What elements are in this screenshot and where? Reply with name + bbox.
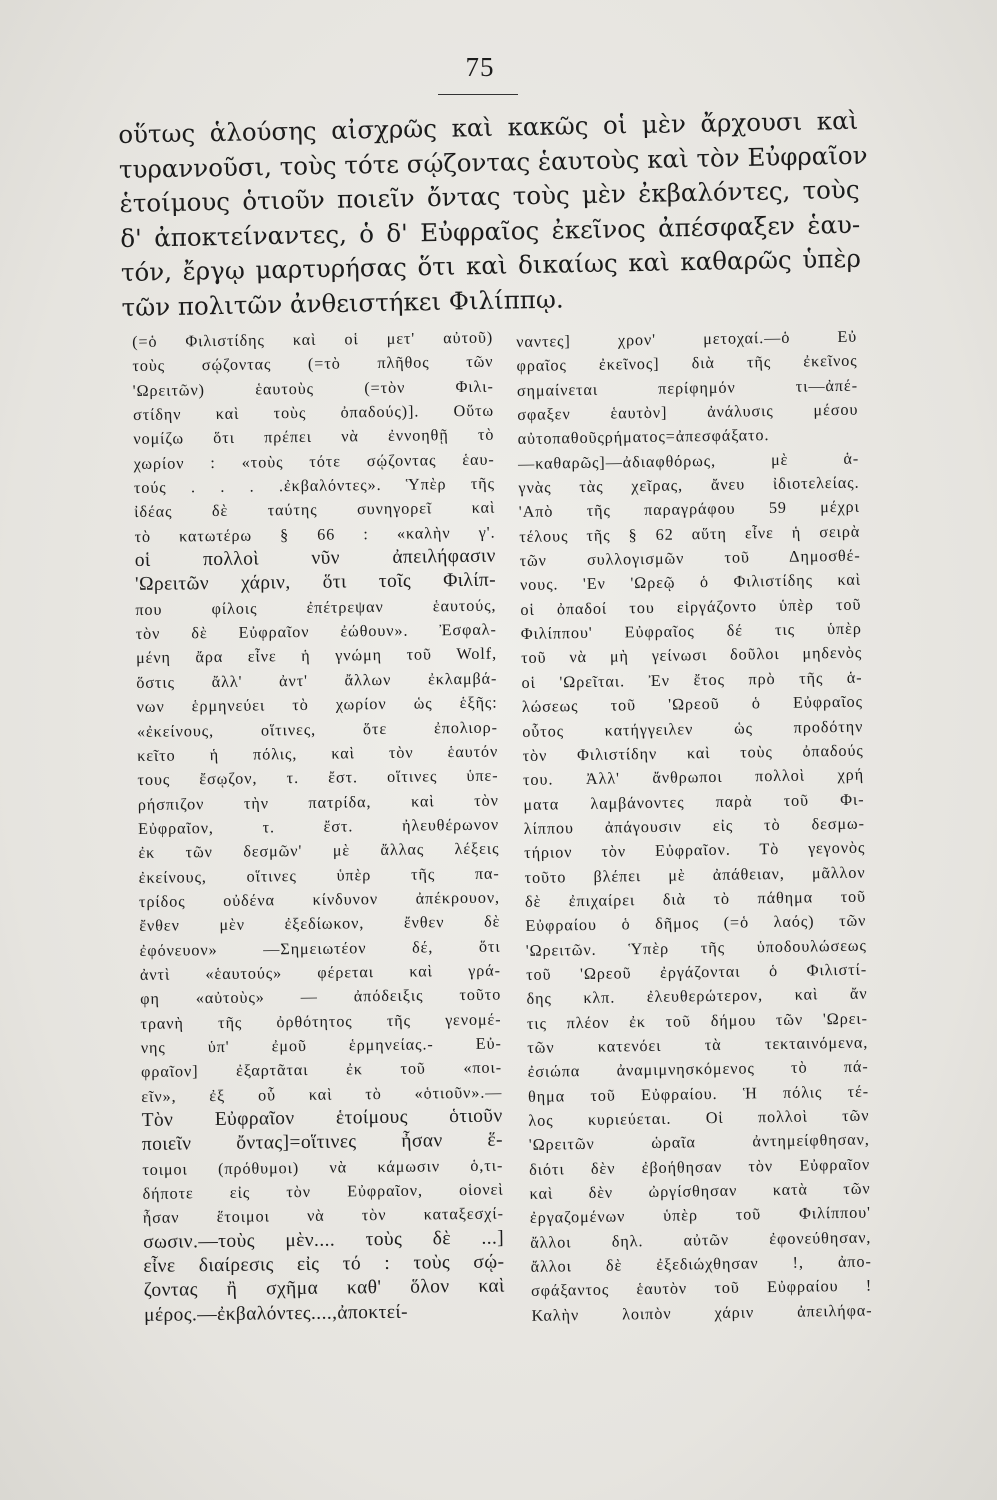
commentary-line: ἔνθεν μὲν ἐξεδίωκον, ἔνθεν δὲ	[139, 912, 501, 936]
commentary-line: ἦσαν ἕτοιμοι νὰ τὸν καταξεσχί-	[142, 1204, 504, 1228]
commentary-line: ἐσιώπα ἀναμιμνησκόμενος τὸ πά-	[527, 1057, 869, 1082]
commentary-line: εῖν», ἐξ οὗ καὶ τὸ «ὁτιοῦν».—	[141, 1083, 503, 1106]
commentary-line: ἀντὶ «ἑαυτούς» φέρεται καὶ γρά-	[139, 961, 501, 984]
commentary-line: δὲ ἐπιχαίρει διὰ τὸ πάθημα τοῦ	[524, 887, 867, 911]
commentary-line: (=ὁ Φιλιστίδης καὶ οἱ μετ' αὐτοῦ)	[132, 328, 494, 351]
commentary-line: Τὸν Εὐφραῖον ἑτοίμους ὁτιοῦν	[141, 1105, 503, 1131]
commentary-line: 'Ωρειτῶν χάριν, ὅτι τοῖς Φιλίπ-	[134, 570, 497, 596]
commentary-line: φραῖον] ἐξαρτᾶται ἐκ τοῦ «ποι-	[140, 1058, 503, 1082]
commentary-line: οἱ πολλοὶ νῦν ἀπειλήφασιν	[134, 545, 496, 572]
commentary-line: τοὺς σῴζοντας (=τὸ πλῆθος τῶν	[132, 352, 494, 376]
commentary-line: τέλους τῆς § 62 αὕτη εἶνε ἡ σειρὰ	[519, 522, 861, 546]
commentary-line: —καθαρῶς]—ἀδιαφθόρως, μὲ ἁ-	[517, 449, 860, 473]
commentary-line: τούς . . . .ἐκβαλόντες». Ὑπὲρ τῆς	[133, 474, 496, 498]
commentary-line: ποιεῖν ὄντας]=οἵτινες ἦσαν ἕ-	[141, 1129, 504, 1156]
main-text-block	[118, 104, 868, 326]
commentary-line: 'Ωρειτῶν) ἑαυτοὺς (=τὸν Φιλι-	[132, 377, 494, 400]
commentary-line: ἰδέας δὲ ταύτης συνηγορεῖ καὶ	[134, 498, 496, 522]
commentary-line: ζοντας ἢ σχῆμα καθ' ὅλον καὶ	[143, 1275, 505, 1302]
page-number: 75	[465, 52, 495, 82]
commentary-line: κεῖτο ἡ πόλις, καὶ τὸν ἑαυτόν	[137, 742, 499, 765]
commentary-line: ἐκείνους, οἵτινες ὑπὲρ τῆς πα-	[138, 864, 500, 887]
commentary-line: δήποτε εἰς τὸν Εὐφραῖον, οἱονεὶ	[142, 1180, 504, 1203]
commentary-line: οἱ ὀπαδοί του εἰργάζοντο ὑπὲρ τοῦ	[520, 595, 862, 619]
commentary-line: τοῦ νὰ μὴ γείνωσι δοῦλοι μηδενὸς	[521, 644, 863, 668]
commentary-line: νων ἑρμηνεύει τὸ χωρίον ὡς ἑξῆς:	[136, 693, 498, 717]
commentary-line: λος κυριεύεται. Οἱ πολλοὶ τῶν	[528, 1106, 870, 1130]
commentary-line: Εὐφραίου ὁ δῆμος (=ὁ λαός) τῶν	[525, 911, 867, 936]
main-text-line: τυραννοῦσι, τοὺς τότε σῴζοντας ἑαυτοὺς καὶ τὸν Εὐφραῖον	[118, 140, 868, 184]
commentary-line: Εὐφραῖον, τ. ἔστ. ἠλευθέρωνον	[137, 815, 500, 838]
commentary-line: τὸ κατωτέρω § 66 : «καλὴν γ'.	[134, 523, 496, 546]
commentary-line: τῶν κατενόει τὰ τεκταινόμενα,	[527, 1033, 869, 1057]
commentary-left-column	[132, 326, 505, 1328]
commentary-line: διότι δὲν ἐβοήθησαν τὸν Εὐφραῖον	[529, 1155, 871, 1179]
commentary-line: του. Ἀλλ' ἄνθρωποι πολλοὶ χρή	[522, 765, 865, 790]
main-text-line: δ' ἀποκτείναντες, ὁ δ' Εὐφραῖος ἐκεῖνος ἀπέσφαξεν ἑαυ-	[120, 209, 861, 253]
commentary-line: «ἐκείνους, οἵτινες, ὅτε ἐπολιορ-	[136, 718, 498, 741]
commentary-line: ἐφόνευον» —Σημειωτέον δέ, ὅτι	[139, 937, 501, 960]
main-text-line: οὕτως ἁλούσης αἰσχρῶς καὶ κακῶς οἱ μὲν ἄρχουσι καὶ	[118, 105, 859, 149]
main-text-line: τόν, ἔργῳ μαρτυρήσας ὅτι καὶ δικαίως καὶ καθαρῶς ὑπὲρ	[120, 244, 862, 288]
commentary-line: σημαίνεται περίφημόν τι—ἀπέ-	[516, 376, 859, 400]
commentary-line: καὶ δὲν ὠργίσθησαν κατὰ τῶν	[529, 1179, 871, 1203]
commentary-line: τις πλέον ἐκ τοῦ δήμου τῶν 'Ωρει-	[526, 1009, 868, 1033]
commentary-right-column	[516, 325, 873, 1328]
commentary-line: νομίζω ὅτι πρέπει νὰ ἐννοηθῇ τὸ	[133, 425, 495, 449]
main-text-line: ἑτοίμους ὁτιοῦν ποιεῖν ὄντας τοὺς μὲν ἐκβαλόντες, τοὺς	[119, 174, 860, 219]
commentary-line: Καλὴν λοιπὸν χάριν ἀπειλήφα-	[531, 1301, 873, 1325]
commentary-line: λώσεως τοῦ 'Ωρεοῦ ὁ Εὐφραῖος	[521, 692, 864, 717]
commentary-line: στίδην καὶ τοὺς ὀπαδούς)]. Οὕτω	[132, 401, 495, 425]
commentary-line: τὸν δὲ Εὐφραῖον ἐώθουν». Ἐσφαλ-	[135, 620, 497, 644]
commentary-line: τρανὴ τῆς ὀρθότητος τῆς γενομέ-	[140, 1010, 502, 1033]
commentary-line: χωρίον : «τοὺς τότε σῴζοντας ἑαυ-	[133, 450, 495, 473]
commentary-line: μένη ἄρα εἶνε ἡ γνώμη τοῦ Wolf,	[135, 645, 498, 668]
commentary-line: ὅστις ἄλλ' ἀντ' ἄλλων ἐκλαμβά-	[136, 669, 498, 692]
commentary-line: τους ἔσῳζον, τ. ἔστ. οἵτινες ὑπε-	[137, 766, 499, 790]
commentary-line: μέρος.—ἐκβαλόντες....,ἀποκτεί-	[143, 1301, 409, 1326]
commentary-line: αὐτοπαθοῦςρήματος=ἀπεσφάξατο.	[517, 426, 770, 449]
commentary-line: ρήσπιζον τὴν πατρίδα, καὶ τὸν	[137, 791, 499, 814]
commentary-line: ἐκ τῶν δεσμῶν' μὲ ἄλλας λέξεις	[138, 839, 500, 863]
commentary-line: 'Ωρειτῶν ὡραῖα ἀντημείφθησαν,	[528, 1130, 870, 1155]
commentary-line: ναντες] χρον' μετοχαί.—ὁ Εὐ	[516, 327, 858, 351]
commentary-line: 'Ωρειτῶν. Ὑπὲρ τῆς ὑποδουλώσεως	[525, 936, 867, 960]
commentary-line: ἐργαζομένων ὑπὲρ τοῦ Φιλίππου'	[529, 1203, 872, 1228]
commentary-line: Φιλίππου' Εὐφραῖος δέ τις ὑπὲρ	[520, 619, 862, 644]
commentary-line: που φίλοις ἐπέτρεψαν ἑαυτούς,	[135, 596, 497, 619]
commentary-line: τήριον τὸν Εὐφραῖον. Τὸ γεγονὸς	[524, 838, 866, 863]
commentary-line: τῶν συλλογισμῶν τοῦ Δημοσθέ-	[519, 546, 861, 571]
commentary-line: 'Απὸ τῆς παραγράφου 59 μέχρι	[518, 498, 860, 522]
commentary-line: φραῖος ἐκεῖνος] διὰ τῆς ἐκεῖνος	[516, 351, 858, 376]
commentary-line: εἶνε διαίρεσις εἰς τό : τοὺς σῴ-	[143, 1251, 505, 1277]
commentary-line: δης κλπ. ἐλευθερώτερον, καὶ ἄν	[526, 984, 868, 1009]
commentary-line: νους. 'Εν 'Ωρεῷ ὁ Φιλιστίδης καὶ	[519, 571, 862, 595]
commentary-line: τρίδος οὐδένα κίνδυνον ἀπέκρουον,	[138, 888, 501, 911]
commentary-line: σωσιν.—τοὺς μὲν.... τοὺς δὲ ...]	[143, 1227, 505, 1253]
commentary-line: οἱ 'Ωρεῖται. Ἐν ἔτος πρὸ τῆς ἁ-	[521, 668, 863, 692]
commentary-line: ματα λαμβάνοντες παρὰ τοῦ Φι-	[523, 790, 865, 814]
commentary-line: τὸν Φιλιστίδην καὶ τοὺς ὀπαδούς	[522, 741, 864, 765]
commentary-line: φη «αὐτοὺς» — ἀπόδειξις τοῦτο	[140, 985, 502, 1009]
commentary-line: σφάξαντος ἑαυτὸν τοῦ Εὐφραίου !	[530, 1276, 873, 1301]
commentary-line: λίππου ἀπάγουσιν εἰς τὸ δεσμω-	[523, 814, 865, 838]
commentary-line: τοιμοι (πρόθυμοι) νὰ κάμωσιν ὁ,τι-	[142, 1156, 504, 1179]
commentary-line: ἄλλοι δὲ ἐξεδιώχθησαν !, ἀπο-	[530, 1252, 872, 1276]
commentary-line: θημα τοῦ Εὐφραίου. Ἡ πόλις τέ-	[527, 1082, 870, 1106]
main-text-line: τῶν πολιτῶν ἀνθειστήκει Φιλίππῳ.	[121, 284, 564, 322]
commentary-line: οὗτος κατήγγειλεν ὡς προδότην	[522, 717, 864, 741]
commentary-line: νης ὑπ' ἐμοῦ ἑρμηνείας.- Εὐ-	[140, 1034, 502, 1057]
commentary-line: τοῦτο βλέπει μὲ ἀπάθειαν, μᾶλλον	[524, 863, 866, 887]
commentary-line: σφαξεν ἑαυτὸν] ἀνάλυσις μέσου	[517, 400, 859, 425]
commentary-line: γνὰς τὰς χεῖρας, ἄνευ ἰδιοτελείας.	[518, 473, 860, 498]
page-number-rule	[438, 94, 518, 95]
commentary-line: ἄλλοι δηλ. αὐτῶν ἐφονεύθησαν,	[530, 1228, 872, 1252]
commentary-line: τοῦ 'Ωρεοῦ ἐργάζονται ὁ Φιλιστί-	[525, 960, 868, 984]
